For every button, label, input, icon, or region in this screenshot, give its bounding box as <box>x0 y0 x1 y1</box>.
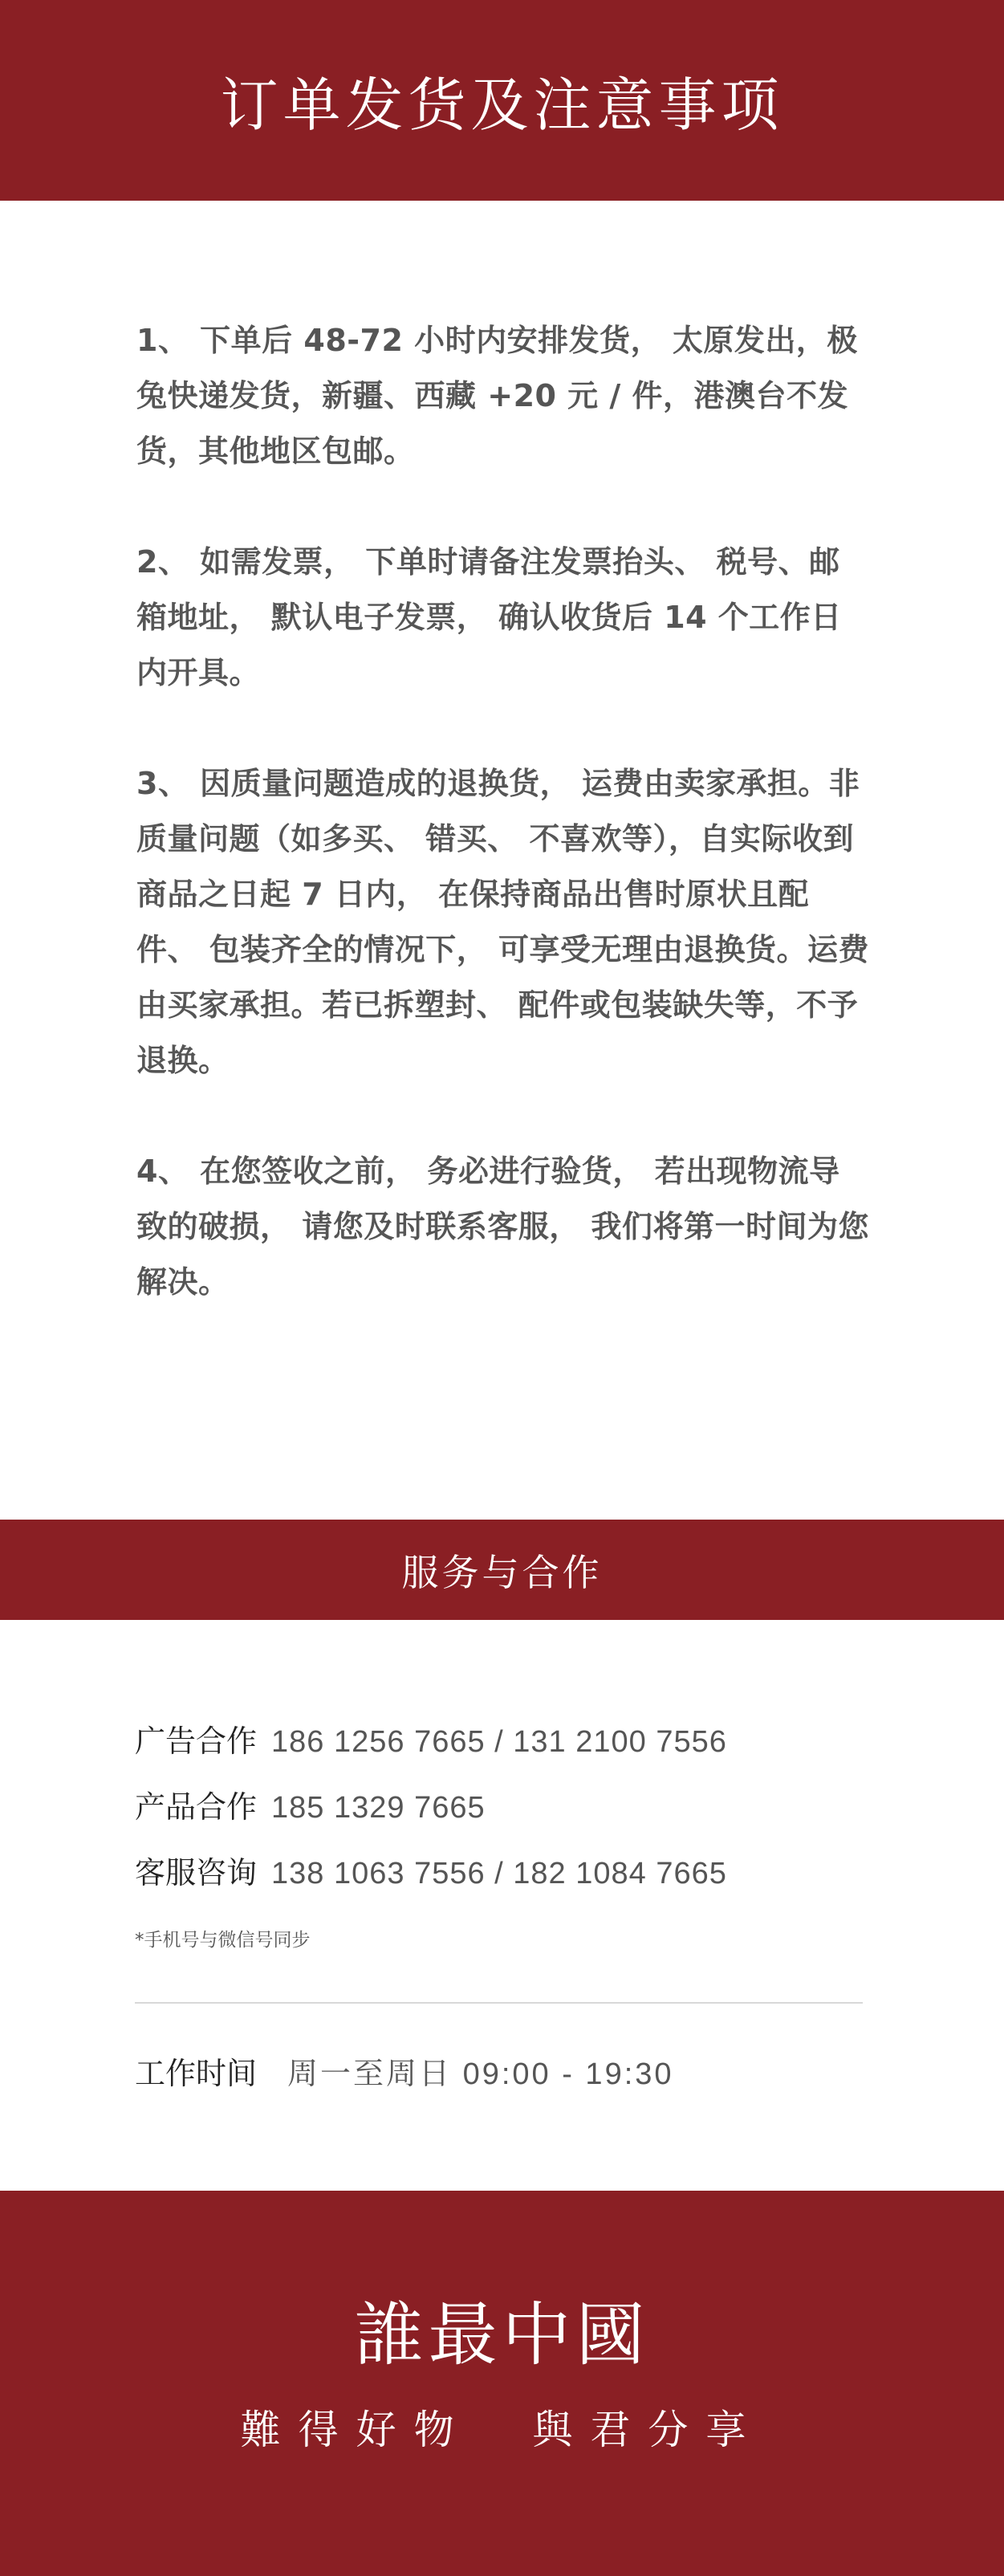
service-section-header <box>0 1520 1004 1620</box>
contact-label: 广告合作 <box>135 1723 258 1759</box>
working-hours <box>135 2049 674 2093</box>
page-header <box>0 0 1004 201</box>
contact-row-customer-service <box>135 1848 873 1914</box>
contact-note: *手机号与微信号同步 <box>135 1930 311 1951</box>
page-title: 订单发货及注意事项 <box>220 71 784 139</box>
contact-phone: 138 1063 7556 / 182 1084 7665 <box>271 1857 727 1890</box>
contact-row-advertising <box>135 1716 873 1782</box>
notice-item-returns: 3、 因质量问题造成的退换货， 运费由卖家承担。非质量问题（如多买、 错买、 不喜欢等），自实际收到商品之日起 7 日内， 在保持商品出售时原状且配件、 包装齐全的情况下， 可享受无理由退换货。运费由买家承担。若已拆塑封、 配件或包装缺失等，不予退换。 <box>136 766 869 1078</box>
brand-footer <box>0 2191 1004 2576</box>
contact-phone: 186 1256 7665 / 131 2100 7556 <box>271 1725 727 1759</box>
contact-label: 产品合作 <box>135 1789 258 1825</box>
contact-phone: 185 1329 7665 <box>271 1791 486 1825</box>
section-divider <box>135 2002 863 2004</box>
contact-label: 客服咨询 <box>135 1855 258 1890</box>
brand-slogan: 難得好物 與君分享 <box>240 2407 764 2453</box>
contact-row-product <box>135 1782 873 1848</box>
brand-logo-text: 誰最中國 <box>354 2295 650 2375</box>
contact-list <box>135 1716 873 1951</box>
working-hours-label: 工作时间 <box>135 2056 258 2091</box>
notice-item-invoice: 2、 如需发票， 下单时请备注发票抬头、 税号、邮箱地址， 默认电子发票， 确认收货后 14 个工作日内开具。 <box>136 544 842 690</box>
working-hours-value: 周一至周日 09:00 - 19:30 <box>287 2057 674 2091</box>
service-section-title: 服务与合作 <box>401 1550 603 1594</box>
notice-item-shipping: 1、 下单后 48-72 小时内安排发货， 太原发出，极兔快递发货，新疆、西藏 +20 元 / 件，港澳台不发货，其他地区包邮。 <box>136 323 858 469</box>
notice-list <box>136 313 871 1365</box>
notice-item-inspection: 4、 在您签收之前， 务必进行验货， 若出现物流导致的破损， 请您及时联系客服， 我们将第一时间为您解决。 <box>136 1154 869 1300</box>
